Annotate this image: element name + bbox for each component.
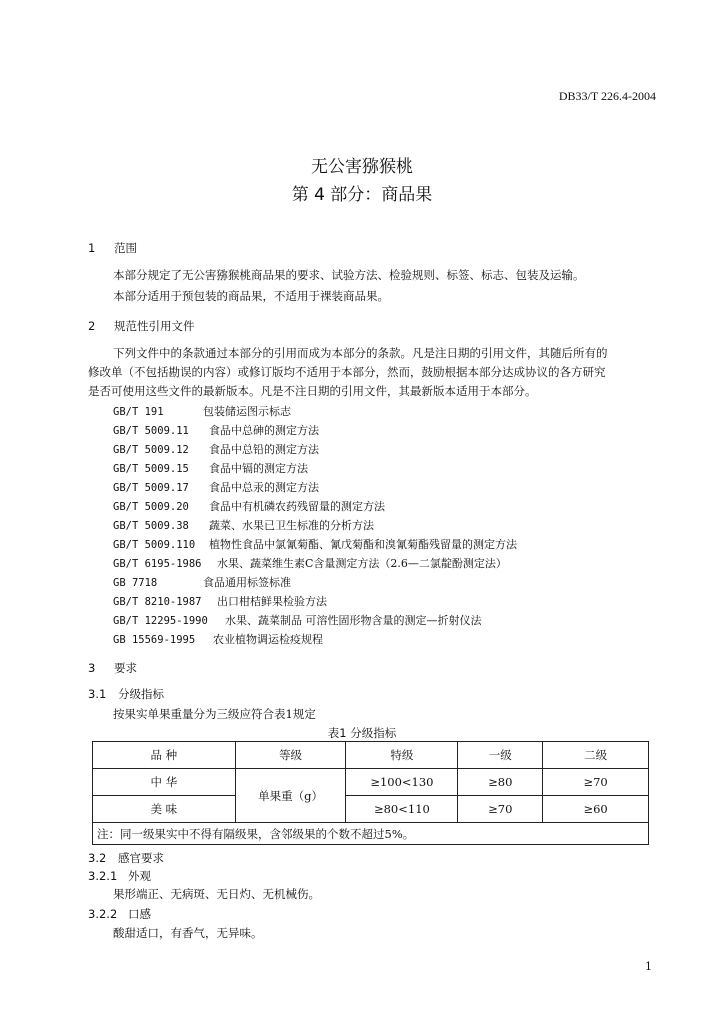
reference-title: 出口柑桔鲜果检验方法 xyxy=(217,595,327,608)
reference-code: GB/T 8210-1987 xyxy=(113,596,202,608)
section-number: 3.2.2 xyxy=(88,907,118,921)
document-title: 无公害猕猴桃 xyxy=(311,157,413,177)
table-row xyxy=(93,796,649,823)
reference-item xyxy=(113,403,291,419)
reference-code: GB/T 5009.15 xyxy=(113,463,189,475)
reference-code: GB 7718 xyxy=(113,577,158,589)
section-number: 2 xyxy=(88,319,96,333)
table-header-cell: 等级 xyxy=(235,742,346,769)
table-header-cell: 特级 xyxy=(346,742,458,769)
special-grade-cell: ≥80<110 xyxy=(346,796,458,823)
second-grade-cell: ≥70 xyxy=(543,769,649,796)
reference-title: 食品中镉的测定方法 xyxy=(209,462,308,475)
table-row xyxy=(93,769,649,796)
section-number: 1 xyxy=(88,241,96,255)
reference-title: 水果、蔬菜维生素C含量测定方法（2.6—二氯靛酚测定法） xyxy=(217,557,507,570)
variety-cell: 中 华 xyxy=(93,769,236,796)
section-title: 范围 xyxy=(114,241,137,255)
reference-code: GB/T 5009.12 xyxy=(113,444,189,456)
first-grade-cell: ≥70 xyxy=(458,796,543,823)
section-2-heading xyxy=(88,318,195,334)
section-3-2-2-heading xyxy=(88,906,151,922)
table-caption: 表1 分级指标 xyxy=(327,726,397,740)
section-title: 外观 xyxy=(128,869,151,883)
reference-code: GB/T 5009.38 xyxy=(113,520,189,532)
reference-item xyxy=(113,498,385,514)
reference-item xyxy=(113,460,308,476)
section-3-2-1-heading xyxy=(88,868,151,884)
reference-title: 农业植物调运检疫规程 xyxy=(213,633,323,646)
scope-paragraph-2: 本部分适用于预包装的商品果，不适用于裸装商品果。 xyxy=(113,289,389,303)
section-3-heading xyxy=(88,660,137,676)
reference-item xyxy=(113,612,482,628)
table-header-row xyxy=(93,742,649,769)
table-header-cell: 品 种 xyxy=(93,742,236,769)
document-code: DB33/T 226.4-2004 xyxy=(558,89,656,103)
special-grade-cell: ≥100<130 xyxy=(346,769,458,796)
reference-item xyxy=(113,422,319,438)
scope-paragraph-1: 本部分规定了无公害猕猴桃商品果的要求、试验方法、检验规则、标签、标志、包装及运输。 xyxy=(113,268,585,282)
reference-code: GB 15569-1995 xyxy=(113,634,196,646)
section-title: 规范性引用文件 xyxy=(114,319,195,333)
table-header-cell: 一级 xyxy=(458,742,543,769)
grade-paragraph: 按果实单果重量分为三级应符合表1规定 xyxy=(113,707,316,721)
reference-title: 食品中总砷的测定方法 xyxy=(209,424,319,437)
section-1-heading xyxy=(88,240,137,256)
refs-paragraph-line-1: 下列文件中的条款通过本部分的引用而成为本部分的条款。凡是注日期的引用文件，其随后所有的 xyxy=(113,346,608,360)
reference-title: 植物性食品中氯氰菊酯、氰戊菊酯和溴氰菊酯残留量的测定方法 xyxy=(209,538,517,551)
reference-title: 包装储运图示标志 xyxy=(203,405,291,418)
table-note-row xyxy=(93,823,649,845)
table-header-cell: 二级 xyxy=(543,742,649,769)
section-3-2-heading xyxy=(88,850,164,866)
reference-item xyxy=(113,441,319,457)
criterion-cell: 单果重（g） xyxy=(235,769,346,823)
reference-code: GB/T 12295-1990 xyxy=(113,615,208,627)
reference-code: GB/T 5009.110 xyxy=(113,539,196,551)
reference-title: 食品通用标签标准 xyxy=(203,576,291,589)
reference-title: 蔬菜、水果已卫生标准的分析方法 xyxy=(209,519,374,532)
reference-title: 食品中总铅的测定方法 xyxy=(209,443,319,456)
section-title: 口感 xyxy=(128,907,151,921)
reference-code: GB/T 5009.17 xyxy=(113,482,189,494)
taste-paragraph: 酸甜适口，有香气，无异味。 xyxy=(113,926,263,940)
reference-item xyxy=(113,479,319,495)
reference-title: 食品中有机磷农药残留量的测定方法 xyxy=(209,500,385,513)
section-3-1-heading xyxy=(88,686,164,702)
reference-code: GB/T 6195-1986 xyxy=(113,558,202,570)
section-title: 分级指标 xyxy=(118,687,164,701)
appearance-paragraph: 果形端正、无病斑、无日灼、无机械伤。 xyxy=(113,887,320,901)
refs-paragraph-line-2: 修改单（不包括勘误的内容）或修订版均不适用于本部分，然而，鼓励根据本部分达成协议的各方研究 xyxy=(88,365,606,379)
reference-title: 水果、蔬菜制品 可溶性固形物含量的测定—折射仪法 xyxy=(225,614,482,627)
reference-code: GB/T 191 xyxy=(113,406,164,418)
reference-item xyxy=(113,631,323,647)
reference-code: GB/T 5009.20 xyxy=(113,501,189,513)
section-number: 3.2 xyxy=(88,851,107,865)
reference-item xyxy=(113,593,327,609)
table-note: 注：同一级果实中不得有隔级果，含邻级果的个数不超过5%。 xyxy=(93,823,649,845)
refs-paragraph-line-3: 是否可使用这些文件的最新版本。凡是不注日期的引用文件，其最新版本适用于本部分。 xyxy=(88,384,537,398)
reference-code: GB/T 5009.11 xyxy=(113,425,189,437)
section-number: 3.2.1 xyxy=(88,869,118,883)
variety-cell: 美 味 xyxy=(93,796,236,823)
section-title: 要求 xyxy=(114,661,137,675)
reference-item xyxy=(113,574,291,590)
document-subtitle: 第 4 部分：商品果 xyxy=(291,185,433,205)
section-number: 3.1 xyxy=(88,687,107,701)
page-number: 1 xyxy=(645,960,652,973)
section-number: 3 xyxy=(88,661,96,675)
reference-item xyxy=(113,536,517,552)
reference-item xyxy=(113,555,507,571)
grade-table xyxy=(92,741,649,845)
second-grade-cell: ≥60 xyxy=(543,796,649,823)
reference-title: 食品中总汞的测定方法 xyxy=(209,481,319,494)
reference-item xyxy=(113,517,374,533)
section-title: 感官要求 xyxy=(118,851,164,865)
first-grade-cell: ≥80 xyxy=(458,769,543,796)
